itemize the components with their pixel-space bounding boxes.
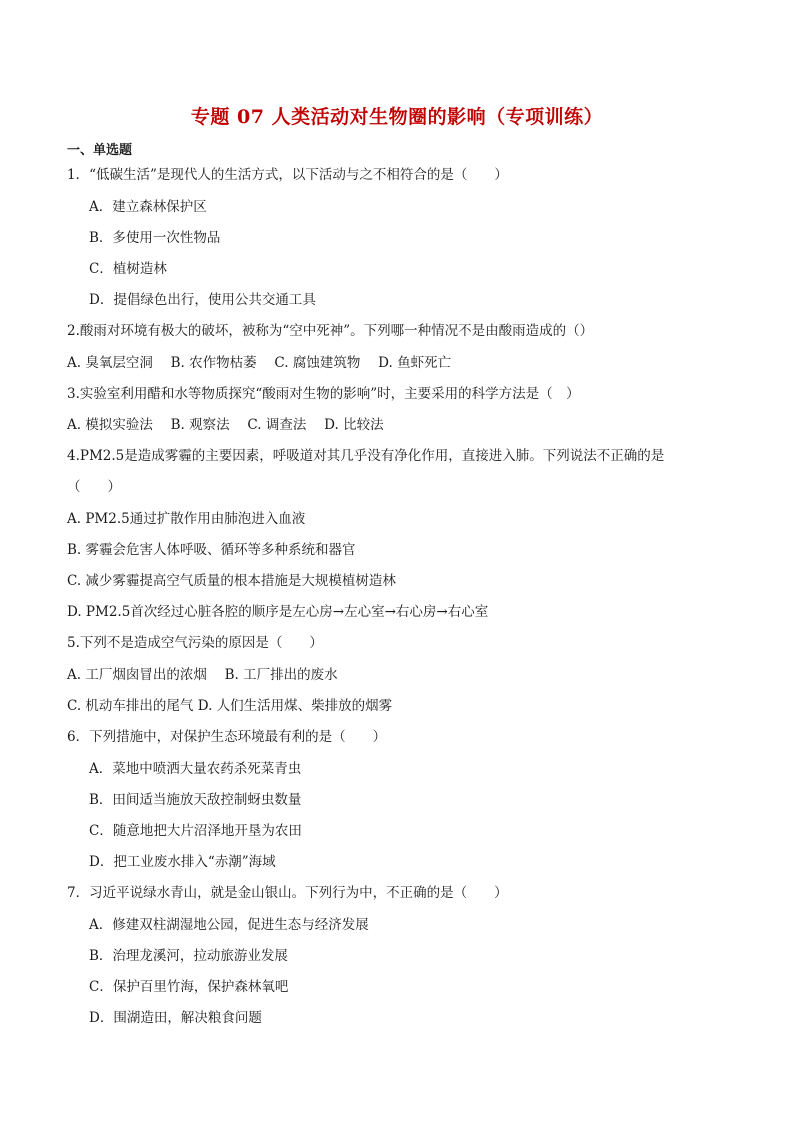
question-7-option-d: D．围湖造田，解决粮食问题 bbox=[89, 1010, 262, 1026]
question-7-option-b: B．治理龙溪河，拉动旅游业发展 bbox=[89, 948, 288, 964]
question-5-options-row-2: C. 机动车排出的尾气 D. 人们生活用煤、柴排放的烟雾 bbox=[67, 698, 393, 714]
question-4-option-d: D. PM2.5首次经过心脏各腔的顺序是左心房→左心室→右心房→右心室 bbox=[67, 604, 489, 620]
question-3-options: A. 模拟实验法 B. 观察法 C. 调查法 D. 比较法 bbox=[67, 417, 384, 433]
page-title: 专题 07 人类活动对生物圈的影响（专项训练） bbox=[190, 106, 604, 128]
question-6-stem: 6．下列措施中，对保护生态环境最有利的是（ ） bbox=[67, 729, 387, 745]
question-4-stem: 4.PM2.5是造成雾霾的主要因素，呼吸道对其几乎没有净化作用，直接进入肺。下列说法不正确的是 bbox=[67, 448, 665, 464]
question-4-option-b: B. 雾霾会危害人体呼吸、循环等多种系统和器官 bbox=[67, 542, 356, 558]
question-1-option-a: A．建立森林保护区 bbox=[89, 199, 207, 215]
question-1-stem: 1．“低碳生活”是现代人的生活方式，以下活动与之不相符合的是（ ） bbox=[67, 167, 508, 183]
question-2-options: A. 臭氧层空洞 B. 农作物枯萎 C. 腐蚀建筑物 D. 鱼虾死亡 bbox=[67, 355, 452, 371]
question-7-option-a: A．修建双柱湖湿地公园，促进生态与经济发展 bbox=[89, 917, 369, 933]
question-1-option-b: B．多使用一次性物品 bbox=[89, 230, 221, 246]
question-5-stem: 5.下列不是造成空气污染的原因是（ ） bbox=[67, 635, 323, 651]
question-7-stem: 7．习近平说绿水青山，就是金山银山。下列行为中，不正确的是（ ） bbox=[67, 885, 508, 901]
question-6-option-a: A．菜地中喷洒大量农药杀死菜青虫 bbox=[89, 761, 302, 777]
question-3-stem: 3.实验室利用醋和水等物质探究“酸雨对生物的影响”时，主要采用的科学方法是（ ） bbox=[67, 386, 580, 402]
question-4-option-a: A. PM2.5通过扩散作用由肺泡进入血液 bbox=[67, 511, 306, 527]
question-2-stem: 2.酸雨对环境有极大的破坏，被称为“空中死神”。下列哪一种情况不是由酸雨造成的（） bbox=[67, 323, 594, 339]
question-4-stem-continued: （ ） bbox=[67, 479, 121, 495]
question-6-option-d: D．把工业废水排入“赤潮”海域 bbox=[89, 854, 276, 870]
question-6-option-c: C．随意地把大片沼泽地开垦为农田 bbox=[89, 823, 302, 839]
question-1-option-c: C．植树造林 bbox=[89, 261, 167, 277]
question-6-option-b: B．田间适当施放天敌控制蚜虫数量 bbox=[89, 792, 302, 808]
section-heading: 一、单选题 bbox=[67, 143, 133, 158]
question-1-option-d: D．提倡绿色出行，使用公共交通工具 bbox=[89, 292, 316, 308]
question-4-option-c: C. 减少雾霾提高空气质量的根本措施是大规模植树造林 bbox=[67, 573, 396, 589]
question-7-option-c: C．保护百里竹海，保护森林氧吧 bbox=[89, 979, 289, 995]
question-5-options-row-1: A. 工厂烟囱冒出的浓烟 B. 工厂排出的废水 bbox=[67, 667, 338, 683]
